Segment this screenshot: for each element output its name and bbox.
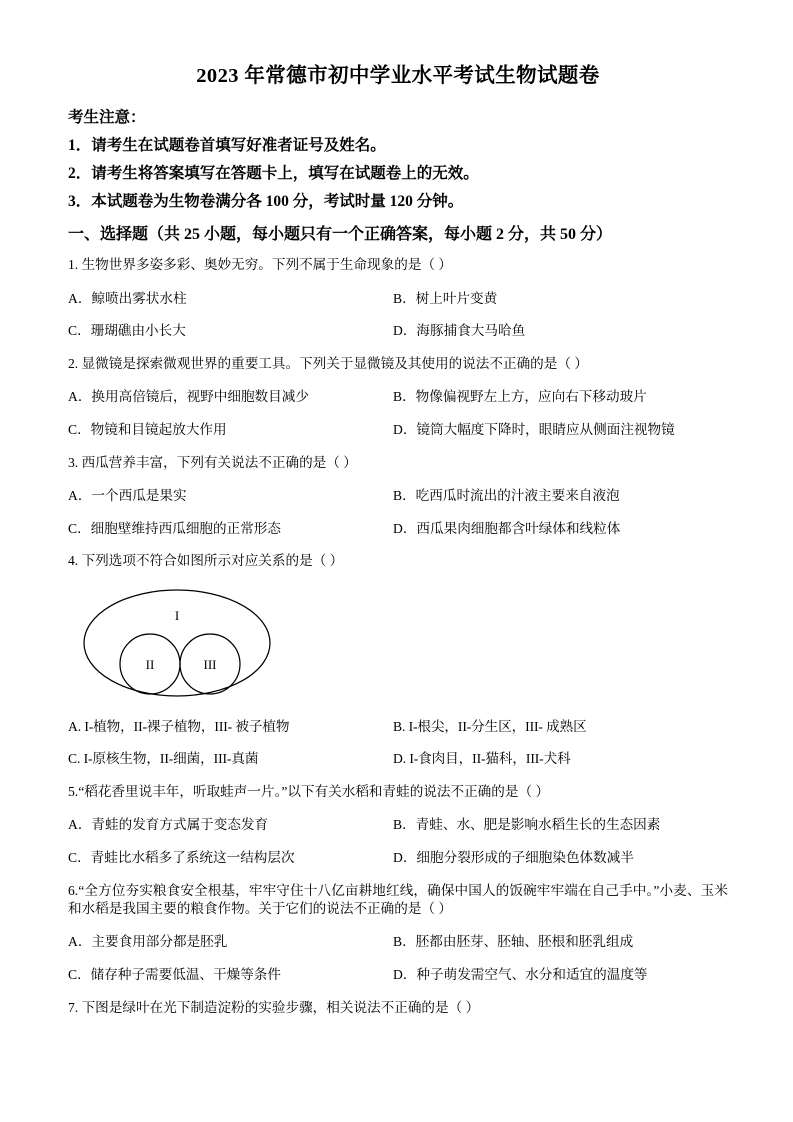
question-5-option-a[interactable]: A．青蛙的发育方式属于变态发育 <box>68 817 269 833</box>
notice-item-2: 2．请考生将答案填写在答题卡上，填写在试题卷上的无效。 <box>68 164 479 182</box>
question-3 <box>68 454 728 538</box>
outer-set-ellipse <box>84 590 270 696</box>
question-1-option-d[interactable]: D．海豚捕食大马哈鱼 <box>393 323 526 339</box>
question-6-options-row-1 <box>68 933 728 951</box>
page-content <box>68 0 728 1032</box>
question-6-option-a[interactable]: A．主要食用部分都是胚乳 <box>68 934 228 950</box>
page-title: 2023 年常德市初中学业水平考试生物试题卷 <box>196 65 600 87</box>
question-6-option-c[interactable]: C．储存种子需要低温、干燥等条件 <box>68 966 281 982</box>
candidate-notice-block <box>68 109 728 210</box>
question-4-options-row-2 <box>68 750 728 768</box>
question-2-stem: 2. 显微镜是探索微观世界的重要工具。下列关于显微镜及其使用的说法不正确的是（ ） <box>68 355 588 371</box>
question-2 <box>68 355 728 439</box>
question-4-option-c[interactable]: C. I-原核生物，II-细菌，III-真菌 <box>68 751 259 767</box>
question-3-options-row-1 <box>68 487 728 505</box>
question-4 <box>68 552 728 768</box>
question-4-option-d[interactable]: D. I-食肉目，II-猫科，III-犬科 <box>393 751 571 767</box>
question-1-stem: 1. 生物世界多姿多彩、奥妙无穷。下列不属于生命现象的是（ ） <box>68 257 453 273</box>
question-6-options-row-2 <box>68 966 728 984</box>
question-4-figure <box>68 586 728 714</box>
question-1-option-c[interactable]: C．珊瑚礁由小长大 <box>68 323 186 339</box>
question-1-options-row-1 <box>68 290 728 308</box>
question-1-option-b[interactable]: B．树上叶片变黄 <box>393 290 498 306</box>
question-5-option-b[interactable]: B．青蛙、水、肥是影响水稻生长的生态因素 <box>393 817 661 833</box>
question-4-option-a[interactable]: A. I-植物，II-裸子植物，III- 被子植物 <box>68 718 290 734</box>
question-5-options-row-2 <box>68 849 728 867</box>
question-2-options-row-1 <box>68 388 728 406</box>
question-4-options-row-1 <box>68 718 728 736</box>
venn-label-inner-left: II <box>145 656 155 672</box>
question-2-option-a[interactable]: A．换用高倍镜后，视野中细胞数目减少 <box>68 389 309 405</box>
question-3-option-a[interactable]: A．一个西瓜是果实 <box>68 487 187 503</box>
venn-label-outer: I <box>174 607 180 623</box>
question-2-option-b[interactable]: B．物像偏视野左上方，应向右下移动玻片 <box>393 389 647 405</box>
question-6-option-d[interactable]: D．种子萌发需空气、水分和适宜的温度等 <box>393 966 648 982</box>
notice-item-1: 1．请考生在试题卷首填写好准者证号及姓名。 <box>68 136 386 154</box>
question-4-option-b[interactable]: B. I-根尖，II-分生区，III- 成熟区 <box>393 718 587 734</box>
question-7-stem: 7. 下图是绿叶在光下制造淀粉的实验步骤，相关说法不正确的是（ ） <box>68 999 480 1015</box>
question-3-option-d[interactable]: D．西瓜果肉细胞都含叶绿体和线粒体 <box>393 520 621 536</box>
question-5 <box>68 783 728 867</box>
question-6-stem: 6.“全方位夯实粮食安全根基，牢牢守住十八亿亩耕地红线，确保中国人的饭碗牢牢端在自己手中。”小麦、玉米和水稻是我国主要的粮食作物。关于它们的说法不正确的是（ ） <box>68 882 728 916</box>
question-5-stem: 5.“稻花香里说丰年，听取蛙声一片。”以下有关水稻和青蛙的说法不正确的是（ ） <box>68 783 550 799</box>
question-2-option-c[interactable]: C．物镜和目镜起放大作用 <box>68 421 227 437</box>
question-5-option-c[interactable]: C．青蛙比水稻多了系统这一结构层次 <box>68 849 295 865</box>
question-5-option-d[interactable]: D．细胞分裂形成的子细胞染色体数减半 <box>393 849 634 865</box>
question-1 <box>68 256 728 340</box>
question-7 <box>68 999 728 1017</box>
question-6 <box>68 882 728 984</box>
question-3-option-b[interactable]: B．吃西瓜时流出的汁液主要来自液泡 <box>393 487 620 503</box>
nested-set-venn-diagram <box>80 586 295 711</box>
question-2-options-row-2 <box>68 421 728 439</box>
question-3-option-c[interactable]: C．细胞壁维持西瓜细胞的正常形态 <box>68 520 281 536</box>
question-6-option-b[interactable]: B．胚都由胚芽、胚轴、胚根和胚乳组成 <box>393 934 634 950</box>
question-5-options-row-1 <box>68 816 728 834</box>
notice-heading: 考生注意： <box>68 108 146 126</box>
question-1-options-row-2 <box>68 322 728 340</box>
section-heading-multiple-choice: 一、选择题（共 25 小题，每小题只有一个正确答案，每小题 2 分，共 50 分） <box>68 225 613 243</box>
question-4-stem: 4. 下列选项不符合如图所示对应关系的是（ ） <box>68 553 344 569</box>
question-3-options-row-2 <box>68 520 728 538</box>
question-2-option-d[interactable]: D．镜筒大幅度下降时，眼睛应从侧面注视物镜 <box>393 421 675 437</box>
question-3-stem: 3. 西瓜营养丰富，下列有关说法不正确的是（ ） <box>68 454 357 470</box>
question-1-option-a[interactable]: A．鲸喷出雾状水柱 <box>68 290 187 306</box>
venn-label-inner-right: III <box>203 656 217 672</box>
notice-item-3: 3．本试题卷为生物卷满分各 100 分，考试时量 120 分钟。 <box>68 192 464 210</box>
